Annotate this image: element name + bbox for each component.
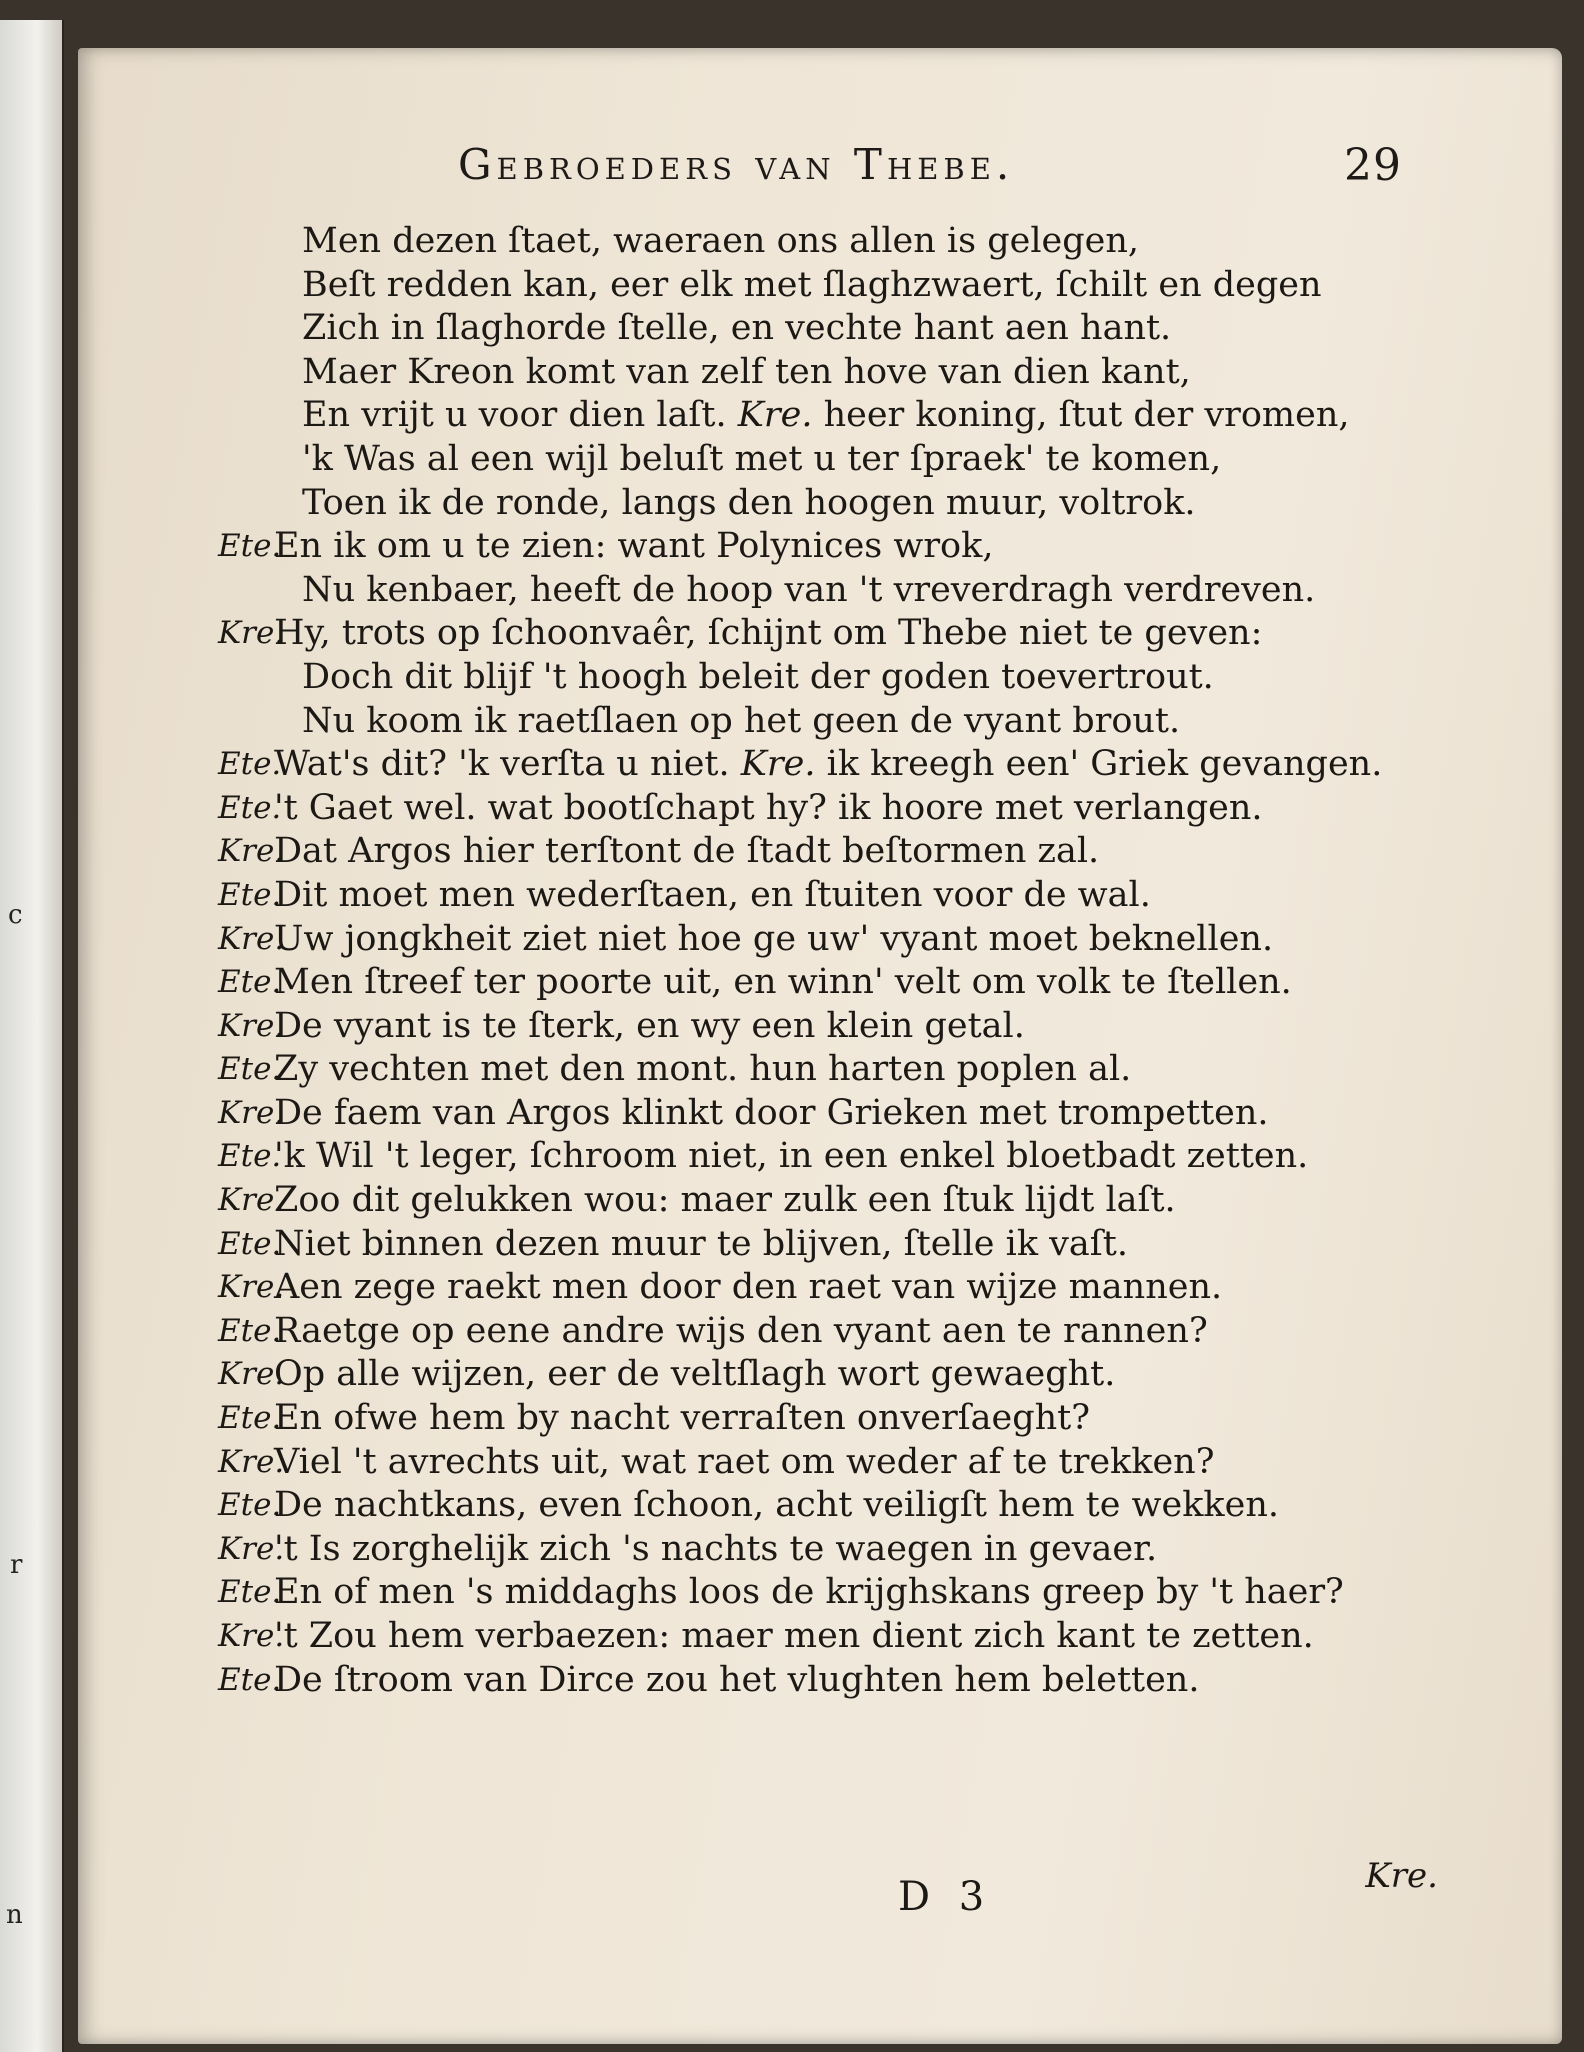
catchword: Kre. <box>1365 1856 1438 1896</box>
verse-line <box>218 1615 1438 1659</box>
speaker-label: Kre. <box>218 1182 285 1219</box>
page-number: 29 <box>1344 140 1402 191</box>
line-text: Wat's dit? 'k verſta u niet. <box>274 744 730 785</box>
line-text: Toen ik de ronde, langs den hoogen muur, voltrok. <box>302 482 1196 523</box>
line-text: Viel 't avrechts uit, wat raet om weder af te trekken? <box>274 1441 1215 1482</box>
speaker-label: Kre. <box>218 1443 285 1480</box>
inline-speaker-label: Kre. <box>737 395 813 436</box>
book-page <box>78 48 1562 2044</box>
verse-line <box>218 961 1438 1005</box>
inline-speaker-label: Kre. <box>740 744 816 785</box>
verse-line <box>218 1266 1438 1310</box>
verse-line <box>218 743 1438 787</box>
verse-line <box>218 612 1438 656</box>
speaker-label: Ete. <box>218 1225 282 1262</box>
line-text: Dit moet men wederſtaen, en ſtuiten voor de wal. <box>274 874 1151 915</box>
verse-line <box>218 1223 1438 1267</box>
verse-line <box>218 438 1438 482</box>
line-text: Uw jongkheit ziet niet hoe ge uw' vyant moet beknellen. <box>274 918 1274 959</box>
line-text: Hy, trots op ſchoonvaêr, ſchijnt om Thebe niet te geven: <box>274 613 1263 654</box>
speaker-label: Kre. <box>218 1530 285 1567</box>
facing-page-fragment: r <box>10 1550 23 1580</box>
line-text: En vrijt u voor dien laſt. <box>302 395 727 436</box>
line-text: 't Zou hem verbaezen: maer men dient zich kant te zetten. <box>274 1616 1314 1656</box>
verse-line <box>218 1659 1438 1703</box>
page-footer <box>218 1856 1438 1934</box>
line-text: Raetge op eene andre wijs den vyant aen te rannen? <box>274 1310 1208 1351</box>
speaker-label: Kre. <box>218 920 285 957</box>
speaker-label: Ete. <box>218 528 282 565</box>
speaker-label: Kre. <box>218 1269 285 1306</box>
line-text-continued: ik kreegh een' Griek gevangen. <box>826 744 1383 785</box>
speaker-label: Ete. <box>218 1487 282 1524</box>
facing-page-edge <box>0 20 64 2052</box>
line-text: En ofwe hem by nacht verraſten onverſaeght? <box>274 1398 1091 1439</box>
line-text: Men dezen ſtaet, waeraen ons allen is gelegen, <box>302 221 1140 261</box>
verse-line <box>218 1005 1438 1049</box>
page-header <box>378 140 1402 200</box>
speaker-label: Kre. <box>218 1356 285 1393</box>
line-text: De nachtkans, even ſchoon, acht veiligſt hem te wekken. <box>274 1485 1280 1526</box>
speaker-label: Ete. <box>218 964 282 1001</box>
verse-line <box>218 1571 1438 1615</box>
verse-line <box>218 1441 1438 1485</box>
verse-line <box>218 264 1438 308</box>
verse-line <box>218 394 1438 438</box>
line-text: Nu kenbaer, heeft de hoop van 't vreverdragh verdreven. <box>302 569 1316 610</box>
facing-page-fragment: c <box>8 900 23 930</box>
speaker-label: Kre. <box>218 1618 285 1654</box>
verse-line <box>218 1528 1438 1572</box>
line-text: 'k Wil 't leger, ſchroom niet, in een enkel bloetbadt zetten. <box>274 1136 1309 1177</box>
verse-line <box>218 918 1438 962</box>
verse-line <box>218 1484 1438 1528</box>
speaker-label: Ete. <box>218 1138 282 1175</box>
verse-line <box>218 569 1438 613</box>
speaker-label: Kre. <box>218 1094 285 1131</box>
verse-line <box>218 307 1438 351</box>
verse-line <box>218 351 1438 395</box>
speaker-label: Ete. <box>218 1400 282 1437</box>
verse-line <box>218 1353 1438 1397</box>
speaker-label: Ete. <box>218 1312 282 1349</box>
running-head: Gebroeders van Thebe. <box>458 140 1015 189</box>
verse-line <box>218 874 1438 918</box>
line-text: 't Gaet wel. wat bootſchapt hy? ik hoore met verlangen. <box>274 787 1263 828</box>
speaker-label: Ete. <box>218 789 282 826</box>
line-text: De vyant is te ſterk, en wy een klein getal. <box>274 1005 1025 1046</box>
line-text: Zich in ſlaghorde ſtelle, en vechte hant aen hant. <box>302 308 1172 349</box>
line-text: Zy vechten met den mont. hun harten poplen al. <box>274 1049 1132 1090</box>
verse-text <box>218 220 1438 1702</box>
speaker-label: Ete. <box>218 1051 282 1088</box>
line-text: Men ſtreef ter poorte uit, en winn' velt om volk te ſtellen. <box>274 962 1292 1003</box>
line-text: Dat Argos hier terſtont de ſtadt beſtormen zal. <box>274 831 1100 872</box>
line-text: En ik om u te zien: want Polynices wrok, <box>274 526 994 567</box>
facing-page-fragment: n <box>6 1900 23 1930</box>
verse-line <box>218 482 1438 526</box>
speaker-label: Ete. <box>218 1661 282 1698</box>
line-text: De faem van Argos klinkt door Grieken met trompetten. <box>274 1092 1269 1133</box>
verse-line <box>218 220 1438 264</box>
verse-line <box>218 1048 1438 1092</box>
verse-line <box>218 525 1438 569</box>
verse-line <box>218 1135 1438 1179</box>
line-text: En of men 's middaghs loos de krijghskans greep by 't haer? <box>274 1572 1344 1613</box>
verse-line <box>218 700 1438 744</box>
line-text: Aen zege raekt men door den raet van wijze mannen. <box>274 1267 1223 1308</box>
speaker-label: Ete. <box>218 746 282 783</box>
verse-line <box>218 656 1438 700</box>
verse-line <box>218 1092 1438 1136</box>
line-text-continued: heer koning, ſtut der vromen, <box>823 395 1350 436</box>
line-text: De ſtroom van Dirce zou het vlughten hem beletten. <box>274 1659 1200 1700</box>
signature-mark: D 3 <box>898 1874 993 1920</box>
speaker-label: Kre. <box>218 615 285 652</box>
line-text: Beſt redden kan, eer elk met ſlaghzwaert, ſchilt en degen <box>302 264 1322 305</box>
speaker-label: Kre. <box>218 1007 285 1044</box>
line-text: 'k Was al een wijl beluſt met u ter ſpraek' te komen, <box>302 438 1222 479</box>
verse-line <box>218 830 1438 874</box>
line-text: Maer Kreon komt van zelf ten hove van dien kant, <box>302 351 1191 392</box>
verse-line <box>218 1179 1438 1223</box>
verse-line <box>218 787 1438 831</box>
speaker-label: Kre. <box>218 833 285 870</box>
speaker-label: Ete. <box>218 876 282 913</box>
line-text: Nu koom ik raetſlaen op het geen de vyant brout. <box>302 700 1181 741</box>
line-text: Doch dit blijf 't hoogh beleit der goden toevertrout. <box>302 656 1214 697</box>
line-text: Op alle wijzen, eer de veltſlagh wort gewaeght. <box>274 1354 1116 1395</box>
speaker-label: Ete. <box>218 1574 282 1611</box>
line-text: Niet binnen dezen muur te blijven, ſtelle ik vaſt. <box>274 1223 1128 1264</box>
line-text: 't Is zorghelijk zich 's nachts te waegen in gevaer. <box>274 1528 1158 1569</box>
line-text: Zoo dit gelukken wou: maer zulk een ſtuk lijdt laſt. <box>274 1180 1176 1221</box>
verse-line <box>218 1397 1438 1441</box>
verse-line <box>218 1310 1438 1354</box>
